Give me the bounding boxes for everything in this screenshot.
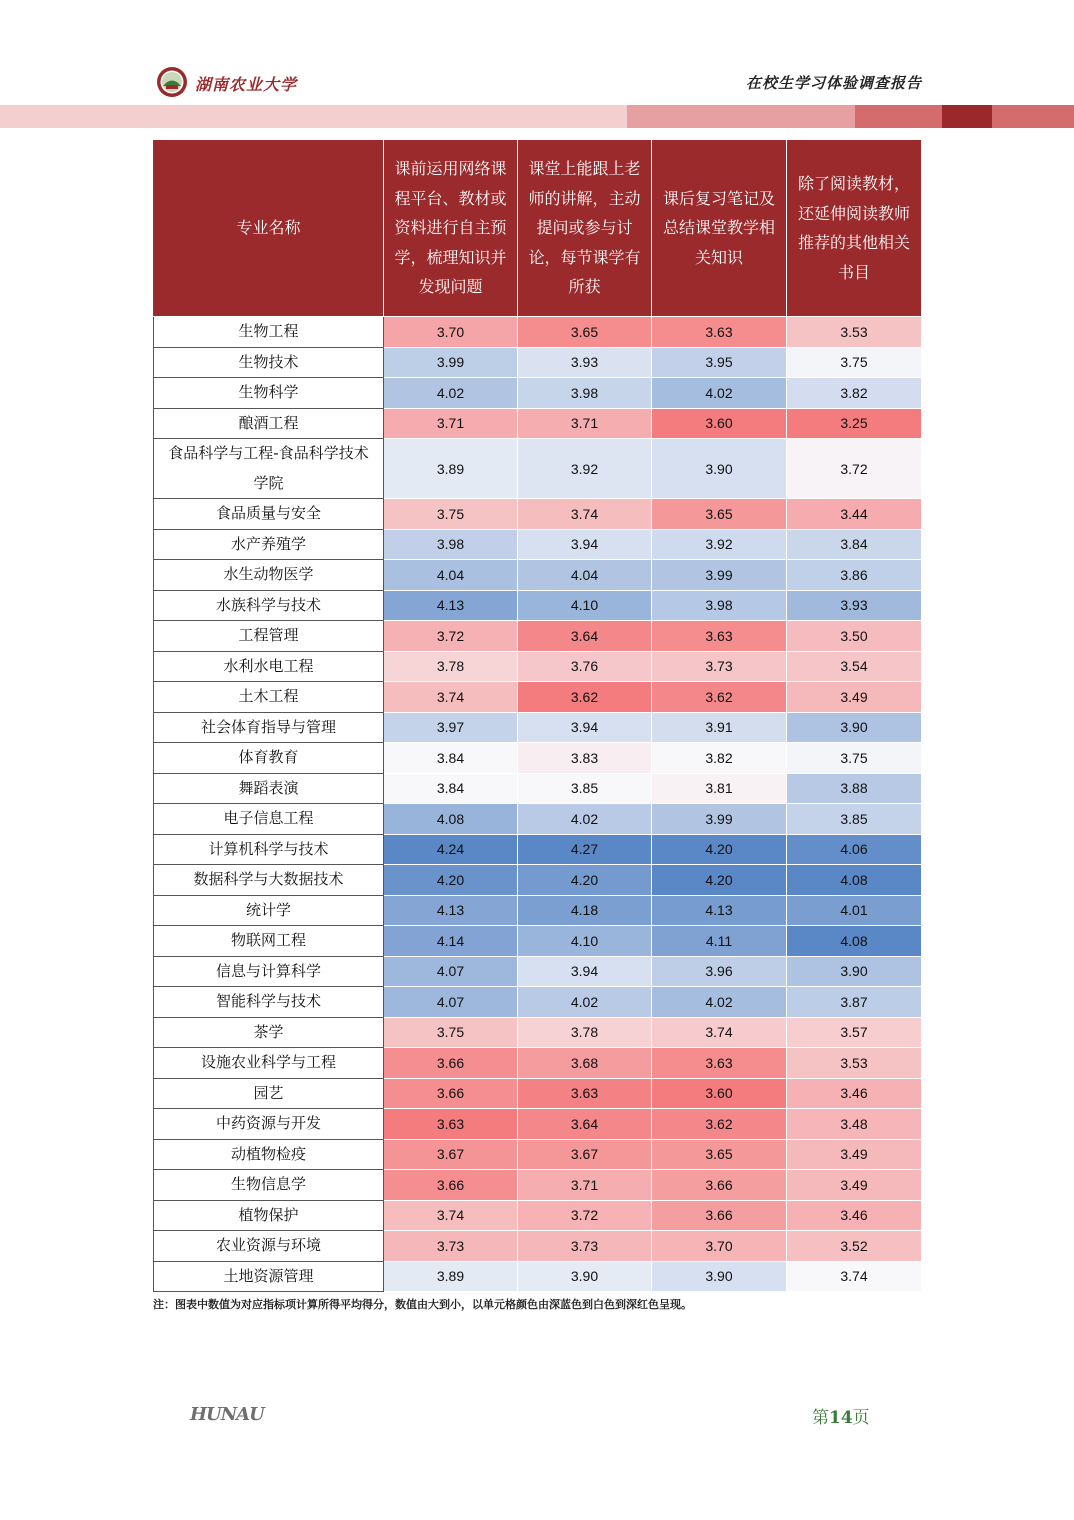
score-cell: 3.66: [652, 1200, 787, 1231]
score-cell: 4.13: [384, 895, 518, 926]
score-cell: 3.96: [652, 956, 787, 987]
score-heatmap-table: [153, 139, 922, 1292]
major-name-cell: 土地资源管理: [154, 1261, 384, 1292]
score-cell: 3.64: [518, 621, 652, 652]
major-name-cell: 生物信息学: [154, 1170, 384, 1201]
score-cell: 3.98: [518, 378, 652, 409]
score-cell: 4.14: [384, 926, 518, 957]
score-cell: 3.90: [787, 712, 922, 743]
table-row: [154, 378, 922, 409]
score-cell: 3.48: [787, 1109, 922, 1140]
score-cell: 3.74: [384, 682, 518, 713]
major-name-cell: 农业资源与环境: [154, 1231, 384, 1262]
score-cell: 3.74: [518, 499, 652, 530]
table-row: [154, 408, 922, 439]
column-header-extended-reading: 除了阅读教材，还延伸阅读教师推荐的其他相关书目: [787, 140, 922, 317]
score-cell: 3.44: [787, 499, 922, 530]
score-cell: 3.84: [384, 743, 518, 774]
major-name-cell: 园艺: [154, 1078, 384, 1109]
major-name-cell: 食品质量与安全: [154, 499, 384, 530]
score-cell: 4.02: [652, 378, 787, 409]
score-cell: 3.97: [384, 712, 518, 743]
major-name-cell: 水产养殖学: [154, 529, 384, 560]
score-cell: 4.18: [518, 895, 652, 926]
header-band: [0, 105, 627, 128]
score-cell: 3.63: [652, 621, 787, 652]
header-band: [942, 105, 992, 128]
page-header: [0, 0, 1074, 130]
column-header-preview: 课前运用网络课程平台、教材或资料进行自主预学，梳理知识并发现问题: [384, 140, 518, 317]
table-row: [154, 1048, 922, 1079]
major-name-cell: 生物技术: [154, 347, 384, 378]
table-row: [154, 560, 922, 591]
score-cell: 3.71: [518, 408, 652, 439]
score-cell: 3.70: [384, 317, 518, 348]
major-name-cell: 物联网工程: [154, 926, 384, 957]
table-row: [154, 926, 922, 957]
score-cell: 3.57: [787, 1017, 922, 1048]
score-cell: 3.73: [652, 651, 787, 682]
table-row: [154, 1170, 922, 1201]
score-cell: 3.46: [787, 1200, 922, 1231]
header-band: [627, 105, 855, 128]
score-cell: 3.89: [384, 439, 518, 499]
score-cell: 3.87: [787, 987, 922, 1018]
score-cell: 3.78: [518, 1017, 652, 1048]
score-cell: 3.66: [384, 1048, 518, 1079]
score-cell: 3.46: [787, 1078, 922, 1109]
score-cell: 3.92: [652, 529, 787, 560]
score-cell: 3.75: [384, 499, 518, 530]
table-row: [154, 651, 922, 682]
score-cell: 3.74: [787, 1261, 922, 1292]
score-cell: 3.75: [384, 1017, 518, 1048]
major-name-cell: 茶学: [154, 1017, 384, 1048]
score-cell: 3.92: [518, 439, 652, 499]
score-cell: 3.82: [787, 378, 922, 409]
major-name-cell: 动植物检疫: [154, 1139, 384, 1170]
score-cell: 3.49: [787, 682, 922, 713]
score-cell: 3.90: [787, 956, 922, 987]
score-cell: 3.65: [518, 317, 652, 348]
score-cell: 3.85: [787, 804, 922, 835]
column-header-major: 专业名称: [154, 140, 384, 317]
score-cell: 4.08: [787, 865, 922, 896]
score-cell: 4.04: [384, 560, 518, 591]
score-cell: 3.52: [787, 1231, 922, 1262]
major-name-cell: 数据科学与大数据技术: [154, 865, 384, 896]
score-cell: 4.04: [518, 560, 652, 591]
table-row: [154, 987, 922, 1018]
score-cell: 3.90: [652, 1261, 787, 1292]
column-header-review: 课后复习笔记及总结课堂教学相关知识: [652, 140, 787, 317]
score-cell: 3.99: [652, 560, 787, 591]
major-name-cell: 智能科学与技术: [154, 987, 384, 1018]
score-cell: 3.83: [518, 743, 652, 774]
score-cell: 3.72: [518, 1200, 652, 1231]
score-cell: 4.13: [384, 590, 518, 621]
header-band: [992, 105, 1074, 128]
score-cell: 4.02: [652, 987, 787, 1018]
score-cell: 3.98: [384, 529, 518, 560]
score-cell: 3.74: [652, 1017, 787, 1048]
score-cell: 3.85: [518, 773, 652, 804]
major-name-cell: 生物工程: [154, 317, 384, 348]
score-cell: 3.63: [518, 1078, 652, 1109]
score-cell: 3.94: [518, 712, 652, 743]
score-cell: 3.90: [518, 1261, 652, 1292]
score-cell: 3.73: [384, 1231, 518, 1262]
major-name-cell: 生物科学: [154, 378, 384, 409]
score-cell: 3.49: [787, 1139, 922, 1170]
score-cell: 3.66: [652, 1170, 787, 1201]
score-cell: 3.78: [384, 651, 518, 682]
score-cell: 3.25: [787, 408, 922, 439]
score-cell: 3.73: [518, 1231, 652, 1262]
table-row: [154, 865, 922, 896]
score-cell: 3.89: [384, 1261, 518, 1292]
table-row: [154, 834, 922, 865]
table-row: [154, 1139, 922, 1170]
score-cell: 4.08: [787, 926, 922, 957]
footer-logo-text: HUNAU: [190, 1404, 264, 1425]
major-name-cell: 舞蹈表演: [154, 773, 384, 804]
table-row: [154, 439, 922, 499]
score-cell: 3.86: [787, 560, 922, 591]
score-cell: 3.76: [518, 651, 652, 682]
score-cell: 3.63: [652, 317, 787, 348]
score-cell: 3.94: [518, 956, 652, 987]
score-cell: 4.20: [652, 865, 787, 896]
score-cell: 3.71: [518, 1170, 652, 1201]
major-name-cell: 统计学: [154, 895, 384, 926]
score-cell: 3.93: [787, 590, 922, 621]
score-cell: 3.99: [652, 804, 787, 835]
score-cell: 3.95: [652, 347, 787, 378]
score-cell: 3.71: [384, 408, 518, 439]
major-name-cell: 水利水电工程: [154, 651, 384, 682]
score-cell: 3.62: [652, 1109, 787, 1140]
score-cell: 4.02: [518, 987, 652, 1018]
score-cell: 4.10: [518, 590, 652, 621]
score-cell: 3.93: [518, 347, 652, 378]
score-cell: 3.63: [384, 1109, 518, 1140]
score-cell: 3.72: [384, 621, 518, 652]
table-row: [154, 956, 922, 987]
score-cell: 3.54: [787, 651, 922, 682]
table-row: [154, 1231, 922, 1262]
score-cell: 3.91: [652, 712, 787, 743]
score-cell: 3.88: [787, 773, 922, 804]
score-cell: 4.27: [518, 834, 652, 865]
table-row: [154, 590, 922, 621]
score-cell: 3.67: [384, 1139, 518, 1170]
table-row: [154, 895, 922, 926]
table-row: [154, 743, 922, 774]
score-cell: 3.70: [652, 1231, 787, 1262]
score-cell: 4.10: [518, 926, 652, 957]
score-cell: 3.49: [787, 1170, 922, 1201]
score-cell: 3.62: [518, 682, 652, 713]
table-row: [154, 804, 922, 835]
major-name-cell: 食品科学与工程-食品科学技术学院: [154, 439, 384, 499]
score-cell: 3.63: [652, 1048, 787, 1079]
score-cell: 3.90: [652, 439, 787, 499]
header-band: [855, 105, 942, 128]
score-cell: 3.60: [652, 408, 787, 439]
score-cell: 4.08: [384, 804, 518, 835]
table-note: 注：图表中数值为对应指标项计算所得平均得分，数值由大到小，以单元格颜色由深蓝色到白色到深红色呈现。: [153, 1298, 692, 1311]
table-row: [154, 1200, 922, 1231]
major-name-cell: 水生动物医学: [154, 560, 384, 591]
major-name-cell: 土木工程: [154, 682, 384, 713]
major-name-cell: 植物保护: [154, 1200, 384, 1231]
major-name-cell: 信息与计算科学: [154, 956, 384, 987]
score-cell: 3.65: [652, 499, 787, 530]
page-number-value: 14: [829, 1408, 853, 1428]
score-cell: 3.98: [652, 590, 787, 621]
score-cell: 3.74: [384, 1200, 518, 1231]
score-cell: 4.07: [384, 987, 518, 1018]
score-cell: 3.84: [787, 529, 922, 560]
page-prefix: 第: [812, 1408, 829, 1428]
score-cell: 3.50: [787, 621, 922, 652]
major-name-cell: 社会体育指导与管理: [154, 712, 384, 743]
score-cell: 4.20: [384, 865, 518, 896]
major-name-cell: 计算机科学与技术: [154, 834, 384, 865]
table-row: [154, 1017, 922, 1048]
score-cell: 4.06: [787, 834, 922, 865]
score-cell: 3.82: [652, 743, 787, 774]
score-cell: 3.68: [518, 1048, 652, 1079]
table-row: [154, 773, 922, 804]
score-cell: 4.20: [518, 865, 652, 896]
major-name-cell: 体育教育: [154, 743, 384, 774]
score-cell: 3.72: [787, 439, 922, 499]
score-cell: 3.94: [518, 529, 652, 560]
table-row: [154, 1078, 922, 1109]
score-cell: 3.81: [652, 773, 787, 804]
column-header-classroom: 课堂上能跟上老师的讲解，主动提问或参与讨论，每节课学有所获: [518, 140, 652, 317]
major-name-cell: 水族科学与技术: [154, 590, 384, 621]
major-name-cell: 设施农业科学与工程: [154, 1048, 384, 1079]
table-row: [154, 682, 922, 713]
table-row: [154, 712, 922, 743]
score-cell: 4.13: [652, 895, 787, 926]
score-cell: 4.02: [518, 804, 652, 835]
table-row: [154, 499, 922, 530]
university-seal-icon: [156, 66, 188, 98]
report-title: 在校生学习体验调查报告: [745, 74, 922, 92]
score-cell: 3.66: [384, 1170, 518, 1201]
score-cell: 3.75: [787, 347, 922, 378]
score-cell: 3.99: [384, 347, 518, 378]
score-cell: 3.67: [518, 1139, 652, 1170]
score-cell: 3.53: [787, 317, 922, 348]
table-row: [154, 347, 922, 378]
score-cell: 3.84: [384, 773, 518, 804]
score-cell: 4.02: [384, 378, 518, 409]
score-cell: 4.01: [787, 895, 922, 926]
table-header-row: [154, 140, 922, 317]
major-name-cell: 中药资源与开发: [154, 1109, 384, 1140]
table-row: [154, 621, 922, 652]
university-name: 湖南农业大学: [195, 75, 298, 94]
table-row: [154, 1261, 922, 1292]
score-cell: 3.66: [384, 1078, 518, 1109]
score-cell: 4.11: [652, 926, 787, 957]
score-cell: 4.20: [652, 834, 787, 865]
score-cell: 4.24: [384, 834, 518, 865]
major-name-cell: 酿酒工程: [154, 408, 384, 439]
page-suffix: 页: [852, 1408, 870, 1428]
score-cell: 3.75: [787, 743, 922, 774]
table-row: [154, 1109, 922, 1140]
table-row: [154, 529, 922, 560]
major-name-cell: 工程管理: [154, 621, 384, 652]
score-cell: 3.65: [652, 1139, 787, 1170]
score-cell: 3.64: [518, 1109, 652, 1140]
score-cell: 3.62: [652, 682, 787, 713]
page-number: [812, 1403, 870, 1428]
score-cell: 4.07: [384, 956, 518, 987]
major-name-cell: 电子信息工程: [154, 804, 384, 835]
table-row: [154, 317, 922, 348]
table-body: [154, 317, 922, 1292]
score-cell: 3.60: [652, 1078, 787, 1109]
score-cell: 3.53: [787, 1048, 922, 1079]
